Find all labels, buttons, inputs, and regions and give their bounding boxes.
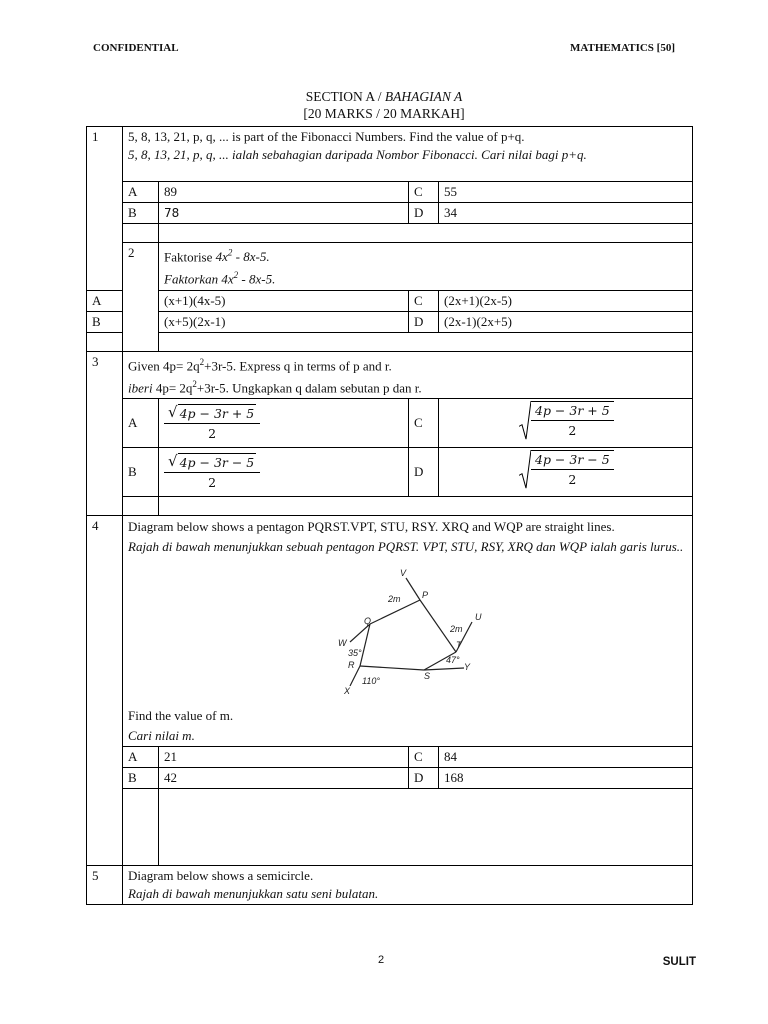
q3-opt-c-value: [439, 399, 693, 448]
q5-stem: [123, 866, 693, 905]
q4-opt-c-value: 84: [439, 747, 693, 768]
q4-options-row-2: [87, 768, 693, 789]
q4-stem: [123, 516, 693, 747]
q3-opt-a-fraction: √ 4p − 3r + 5 2: [164, 404, 260, 443]
q3-opt-b-label: B: [123, 448, 159, 497]
q3-opt-b-fraction: √ 4p − 3r − 5 2: [164, 453, 260, 492]
section-title: [0, 88, 768, 105]
label-35: 35°: [348, 648, 362, 659]
q3-opt-c-num: 4p − 3r + 5: [531, 402, 614, 421]
q4-spacer: [87, 789, 693, 866]
q3-text-ms: iberi $4p= 2q^2+3r-5$. Ungkapkan q dalam sebutan p dan r.: [128, 378, 422, 396]
q2-spacer: [87, 332, 693, 351]
q3-text-en: Given $4p= 2q^2+3r-5$. Express q in terms of p and r.: [128, 356, 392, 373]
q3-opt-c-sqrt: [519, 401, 614, 440]
q3-options-row-1: [87, 399, 693, 448]
q2-options-row-1: [87, 290, 693, 311]
label-q: Q: [364, 616, 372, 627]
q1-opt-a-label: A: [123, 182, 159, 203]
label-110: 110°: [362, 676, 380, 687]
q1-opt-b-value: 78: [159, 203, 409, 224]
q1-stem-row: [87, 127, 693, 182]
label-y: Y: [464, 662, 471, 673]
q1-opt-d-label: D: [409, 203, 439, 224]
q3-number: 3: [87, 351, 123, 516]
label-2m-p: 2m: [388, 594, 401, 605]
q3-stem: [123, 351, 693, 399]
label-u: U: [475, 612, 482, 623]
q4-opt-a-label: A: [123, 747, 159, 768]
q4-opt-d-label: D: [409, 768, 439, 789]
section-title-ms: BAHAGIAN A: [384, 89, 463, 104]
q2-text-ms: Faktorkan $4x^2 - 8x-5$.: [164, 270, 276, 287]
pentagon-diagram: [288, 562, 528, 698]
q2-opt-c-label: C: [409, 290, 439, 311]
header-left: CONFIDENTIAL: [93, 42, 179, 54]
q2-text-en: Faktorise $4x^2 - 8x-5$.: [164, 248, 270, 265]
q2-number: 2: [123, 243, 159, 352]
q1-stem: [123, 127, 693, 182]
label-2m-t: 2m: [450, 624, 463, 635]
q1-text-ms: 5, 8, 13, 21, p, q, ... ialah sebahagian daripada Nombor Fibonacci. Cari nilai bagi p+q.: [128, 147, 587, 162]
q1-number: 1: [87, 127, 123, 291]
label-r: R: [348, 660, 355, 671]
q1-spacer: [87, 224, 693, 243]
q1-opt-d-value: 34: [439, 203, 693, 224]
question-table: [86, 126, 693, 905]
q2-opt-b-value: (x+5)(2x-1): [159, 311, 409, 332]
q2-opt-d-label: D: [409, 311, 439, 332]
q4-stem-row: [87, 516, 693, 747]
q3-opt-b-num: 4p − 3r − 5: [179, 454, 255, 470]
q4-find-en: Find the value of m.: [128, 708, 234, 724]
q5-number: 5: [87, 866, 123, 905]
q1-options-row-1: [87, 182, 693, 203]
q2-opt-a-label: A: [87, 290, 123, 311]
q3-stem-row: [87, 351, 693, 399]
q4-opt-b-value: 42: [159, 768, 409, 789]
q1-options-row-2: [87, 203, 693, 224]
q1-opt-a-value: 89: [159, 182, 409, 203]
q1-text-en: 5, 8, 13, 21, p, q, ... is part of the Fibonacci Numbers. Find the value of p+q.: [128, 129, 525, 144]
q3-opt-c-label: C: [409, 399, 439, 448]
q4-opt-d-value: 168: [439, 768, 693, 789]
q3-opt-d-sqrt: [519, 450, 614, 489]
label-t: T: [456, 640, 462, 651]
label-47: 47°: [446, 655, 460, 666]
q3-opt-d-value: [439, 448, 693, 497]
q4-text-ms: Rajah di bawah menunjukkan sebuah pentagon PQRST. VPT, STU, RSY, XRQ dan WQP ialah garis lurus..: [128, 538, 684, 554]
q4-number: 4: [87, 516, 123, 866]
label-w: W: [338, 638, 347, 649]
footer-sulit: SULIT: [662, 956, 696, 968]
q3-opt-d-label: D: [409, 448, 439, 497]
q3-opt-b-value: [159, 448, 409, 497]
q2-stem-row: [87, 243, 693, 291]
q4-opt-a-value: 21: [159, 747, 409, 768]
q1-opt-c-value: 55: [439, 182, 693, 203]
header-right: MATHEMATICS [50]: [569, 42, 675, 54]
q3-opt-a-den: 2: [208, 425, 217, 441]
label-x: X: [344, 686, 351, 697]
q4-options-row-1: [87, 747, 693, 768]
q1-opt-c-label: C: [409, 182, 439, 203]
q5-text-en: Diagram below shows a semicircle.: [128, 868, 314, 884]
q5-text-ms: Rajah di bawah menunjukkan satu seni bulatan.: [128, 886, 379, 902]
q3-spacer: [87, 497, 693, 516]
q3-opt-c-den: 2: [568, 423, 577, 439]
q4-find-ms: Cari nilai m.: [128, 727, 195, 743]
section-title-en: SECTION A /: [305, 89, 385, 104]
q3-opt-d-den: 2: [568, 472, 577, 488]
q2-stem: [159, 243, 693, 291]
q2-options-row-2: [87, 311, 693, 332]
q3-opt-d-num: 4p − 3r − 5: [531, 451, 614, 470]
q4-text-en: Diagram below shows a pentagon PQRST.VPT, STU, RSY. XRQ and WQP are straight lines.: [128, 519, 615, 535]
q2-opt-d-value: (2x-1)(2x+5): [439, 311, 693, 332]
q2-opt-b-label: B: [87, 311, 123, 332]
section-marks: [20 MARKS / 20 MARKAH]: [303, 106, 465, 121]
q1-opt-b-label: B: [123, 203, 159, 224]
section-heading: [0, 88, 768, 122]
q3-opt-a-value: [159, 399, 409, 448]
label-s: S: [424, 671, 431, 682]
label-p: P: [422, 590, 429, 601]
q3-opt-a-num: 4p − 3r + 5: [179, 405, 255, 421]
q4-opt-b-label: B: [123, 768, 159, 789]
q2-opt-a-value: (x+1)(4x-5): [159, 290, 409, 311]
q3-opt-a-label: A: [123, 399, 159, 448]
q5-stem-row: [87, 866, 693, 905]
label-v: V: [400, 568, 407, 579]
page-number: 2: [378, 954, 385, 966]
q4-opt-c-label: C: [409, 747, 439, 768]
q2-opt-c-value: (2x+1)(2x-5): [439, 290, 693, 311]
q3-opt-b-den: 2: [208, 474, 217, 490]
q3-options-row-2: [87, 448, 693, 497]
